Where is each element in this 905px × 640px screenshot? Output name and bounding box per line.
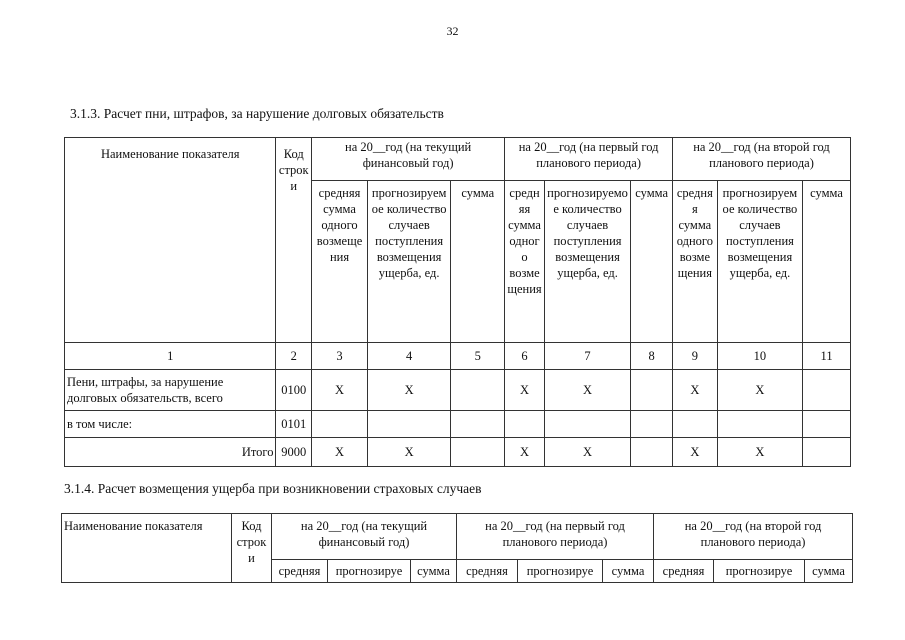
column-header-code: Код строки xyxy=(276,138,312,343)
table-cell xyxy=(631,370,673,411)
column-header-period-current: на 20__год (на текущий финансовый год) xyxy=(272,514,457,560)
subheader-forecast-count: прогнозируе xyxy=(518,560,603,583)
column-header-period-second: на 20__год (на второй год планового периода) xyxy=(672,138,850,181)
subheader-sum: сумма xyxy=(631,181,673,343)
table-cell: X xyxy=(367,370,450,411)
subheader-avg-sum: средняя сумма одного возмещения xyxy=(505,181,545,343)
table-cell xyxy=(631,411,673,438)
column-numbers-row xyxy=(65,343,851,370)
table-cell: X xyxy=(672,370,717,411)
column-header-name: Наименование показателя xyxy=(62,514,232,583)
table-cell: X xyxy=(544,438,630,467)
table-cell: X xyxy=(312,438,368,467)
column-number: 1 xyxy=(65,343,276,370)
table-cell: X xyxy=(367,438,450,467)
column-number: 6 xyxy=(505,343,545,370)
table-cell xyxy=(312,411,368,438)
subheader-avg-sum: средняя xyxy=(457,560,518,583)
table-cell: X xyxy=(312,370,368,411)
subheader-avg-sum: средняя сумма одного возмещения xyxy=(312,181,368,343)
table-cell xyxy=(451,411,505,438)
column-number: 8 xyxy=(631,343,673,370)
section-title-3-1-3: 3.1.3. Расчет пни, штрафов, за нарушение долговых обязательств xyxy=(70,106,444,121)
table-cell: X xyxy=(505,370,545,411)
table-cell: X xyxy=(505,438,545,467)
table-cell: X xyxy=(672,438,717,467)
subheader-avg-sum: средняя xyxy=(272,560,328,583)
table-cell xyxy=(544,411,630,438)
subheader-avg-sum: средняя сумма одного возмещения xyxy=(672,181,717,343)
subheader-forecast-count: прогнозируемое количество случаев поступления возмещения ущерба, ед. xyxy=(717,181,802,343)
column-number: 5 xyxy=(451,343,505,370)
row-name: в том числе: xyxy=(65,411,276,438)
column-header-period-second: на 20__год (на второй год планового периода) xyxy=(654,514,853,560)
table-cell xyxy=(803,370,851,411)
table-cell xyxy=(367,411,450,438)
subheader-sum: сумма xyxy=(803,181,851,343)
row-name-total: Итого xyxy=(65,438,276,467)
table-row xyxy=(65,411,851,438)
column-number: 3 xyxy=(312,343,368,370)
column-header-code: Код строки xyxy=(232,514,272,583)
column-header-period-current: на 20__год (на текущий финансовый год) xyxy=(312,138,505,181)
table-cell: X xyxy=(717,370,802,411)
subheader-sum: сумма xyxy=(603,560,654,583)
column-number: 7 xyxy=(544,343,630,370)
row-name: Пени, штрафы, за нарушение долговых обязательств, всего xyxy=(65,370,276,411)
subheader-sum: сумма xyxy=(805,560,853,583)
row-code: 0101 xyxy=(276,411,312,438)
column-header-period-first: на 20__год (на первый год планового периода) xyxy=(505,138,673,181)
table-cell xyxy=(451,438,505,467)
subheader-sum: сумма xyxy=(451,181,505,343)
row-code: 9000 xyxy=(276,438,312,467)
table-cell xyxy=(451,370,505,411)
insurance-damage-table xyxy=(61,513,853,583)
table-row xyxy=(65,370,851,411)
penalties-table xyxy=(64,137,851,467)
section-title-3-1-4: 3.1.4. Расчет возмещения ущерба при возникновении страховых случаев xyxy=(64,481,482,496)
page-number: 32 xyxy=(446,24,459,38)
subheader-forecast-count: прогнозируе xyxy=(328,560,411,583)
subheader-forecast-count: прогнозируе xyxy=(714,560,805,583)
table-cell: X xyxy=(544,370,630,411)
table-cell xyxy=(631,438,673,467)
column-header-period-first: на 20__год (на первый год планового периода) xyxy=(457,514,654,560)
table-cell xyxy=(717,411,802,438)
table-cell xyxy=(505,411,545,438)
row-code: 0100 xyxy=(276,370,312,411)
subheader-forecast-count: прогнозируемое количество случаев поступления возмещения ущерба, ед. xyxy=(544,181,630,343)
column-header-name: Наименование показателя xyxy=(65,138,276,343)
table-row xyxy=(65,438,851,467)
table-cell: X xyxy=(717,438,802,467)
table-cell xyxy=(803,411,851,438)
column-number: 2 xyxy=(276,343,312,370)
header-row xyxy=(65,138,851,181)
subheader-avg-sum: средняя xyxy=(654,560,714,583)
header-row xyxy=(62,514,853,560)
column-number: 4 xyxy=(367,343,450,370)
subheader-sum: сумма xyxy=(411,560,457,583)
table-cell xyxy=(803,438,851,467)
column-number: 11 xyxy=(803,343,851,370)
table-cell xyxy=(672,411,717,438)
subheader-forecast-count: прогнозируемое количество случаев поступления возмещения ущерба, ед. xyxy=(367,181,450,343)
column-number: 9 xyxy=(672,343,717,370)
column-number: 10 xyxy=(717,343,802,370)
